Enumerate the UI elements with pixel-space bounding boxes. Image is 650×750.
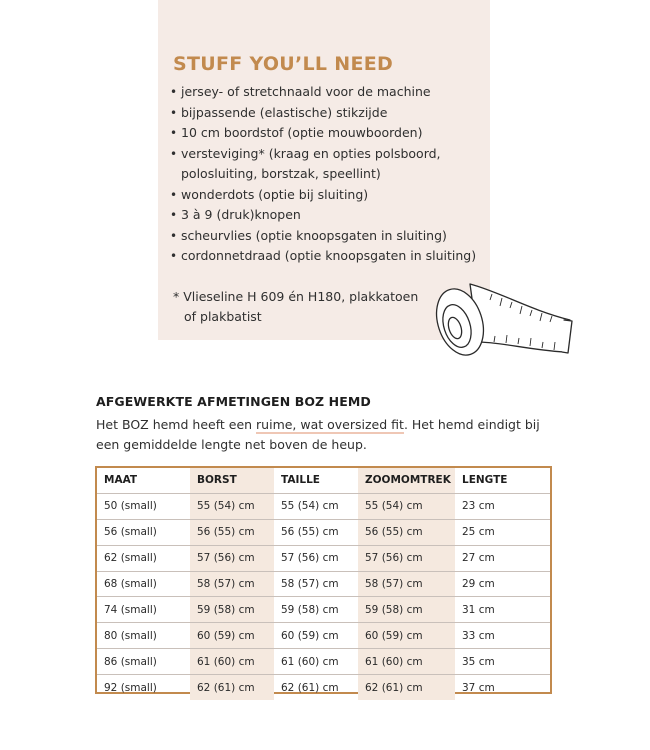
table-cell: 92 (small) bbox=[104, 681, 157, 694]
needs-list bbox=[170, 82, 486, 267]
intro-text: Het BOZ hemd heeft een ruime, wat oversized fit. Het hemd eindigt bij een gemiddelde lengte net boven de heup. bbox=[96, 417, 540, 452]
needs-item: • jersey- of stretchnaald voor de machine bbox=[170, 84, 431, 99]
table-cell: 61 (60) cm bbox=[274, 649, 358, 675]
table-row bbox=[97, 597, 550, 623]
table-cell: 58 (57) cm bbox=[358, 571, 455, 597]
column-header-borst: BORST bbox=[190, 468, 274, 493]
table-cell: 68 (small) bbox=[97, 571, 190, 597]
table-cell: 62 (61) cm bbox=[358, 675, 455, 700]
column-header-taille: TAILLE bbox=[274, 468, 358, 493]
needs-item: • wonderdots (optie bij sluiting) bbox=[170, 186, 369, 202]
highlighted-phrase: ruime, wat oversized fit bbox=[256, 417, 404, 432]
needs-title: STUFF YOU’LL NEED bbox=[173, 53, 394, 75]
table-cell: 58 (57) cm bbox=[190, 571, 274, 597]
table-row bbox=[97, 675, 550, 700]
table-cell: 62 (61) cm bbox=[190, 675, 274, 700]
footnote-line: * Vlieseline H 609 én H180, plakkatoen bbox=[173, 289, 419, 304]
table-cell: 60 (59) cm bbox=[358, 623, 455, 649]
table-row bbox=[97, 493, 550, 519]
table-cell: 57 (56) cm bbox=[358, 545, 455, 571]
table-cell: 55 (54) cm bbox=[274, 493, 358, 519]
footnote bbox=[173, 287, 433, 327]
table-cell: 80 (small) bbox=[97, 623, 190, 649]
column-header-lengte: LENGTE bbox=[455, 468, 550, 493]
table-cell: 59 (58) cm bbox=[358, 597, 455, 623]
table-cell: 74 (small) bbox=[97, 597, 190, 623]
table-cell: 61 (60) cm bbox=[358, 649, 455, 675]
table-cell: 58 (57) cm bbox=[274, 571, 358, 597]
table-row bbox=[97, 623, 550, 649]
table-cell: 55 (54) cm bbox=[358, 493, 455, 519]
table-cell: 55 (54) cm bbox=[190, 493, 274, 519]
table-cell: 29 cm bbox=[455, 571, 550, 597]
table-cell: 60 (59) cm bbox=[190, 623, 274, 649]
table-row bbox=[97, 649, 550, 675]
table-cell: 50 (small) bbox=[97, 493, 190, 519]
table-cell: 56 (55) cm bbox=[190, 519, 274, 545]
size-table bbox=[97, 468, 550, 700]
table-cell: 56 (55) cm bbox=[274, 519, 358, 545]
needs-item: • scheurvlies (optie knoopsgaten in sluiting) bbox=[170, 227, 447, 243]
footnote-line: of plakbatist bbox=[184, 309, 262, 324]
column-header-maat: MAAT bbox=[97, 468, 190, 493]
column-header-zoomomtrek: ZOOMOMTREK bbox=[358, 468, 455, 493]
table-cell: 56 (55) cm bbox=[358, 519, 455, 545]
needs-item: • 10 cm boordstof (optie mouwboorden) bbox=[170, 125, 423, 140]
table-cell: 60 (59) cm bbox=[274, 623, 358, 649]
table-cell: 27 cm bbox=[455, 545, 550, 571]
table-cell: 59 (58) cm bbox=[190, 597, 274, 623]
measuring-tape-icon bbox=[430, 270, 580, 370]
table-cell: 37 cm bbox=[462, 681, 495, 694]
table-cell: 57 (56) cm bbox=[190, 545, 274, 571]
table-cell: 86 (small) bbox=[97, 649, 190, 675]
needs-item: • versteviging* (kraag en opties polsboord, polosluiting, borstzak, speellint) bbox=[170, 145, 441, 181]
section-title: AFGEWERKTE AFMETINGEN BOZ HEMD bbox=[96, 394, 371, 409]
size-table-frame bbox=[95, 466, 552, 694]
table-cell: 56 (small) bbox=[97, 519, 190, 545]
table-cell: 33 cm bbox=[455, 623, 550, 649]
needs-item: • cordonnetdraad (optie knoopsgaten in sluiting) bbox=[170, 248, 477, 263]
table-row bbox=[97, 571, 550, 597]
table-row bbox=[97, 545, 550, 571]
needs-item: • 3 à 9 (druk)knopen bbox=[170, 207, 301, 222]
table-cell: 23 cm bbox=[455, 493, 550, 519]
needs-item: • bijpassende (elastische) stikzijde bbox=[170, 104, 388, 120]
table-cell: 59 (58) cm bbox=[274, 597, 358, 623]
table-cell: 62 (61) cm bbox=[281, 681, 339, 694]
table-cell: 61 (60) cm bbox=[190, 649, 274, 675]
table-header-row bbox=[97, 468, 550, 493]
table-row bbox=[97, 519, 550, 545]
table-cell: 31 cm bbox=[455, 597, 550, 623]
table-cell: 35 cm bbox=[455, 649, 550, 675]
table-cell: 25 cm bbox=[455, 519, 550, 545]
table-cell: 62 (small) bbox=[97, 545, 190, 571]
table-cell: 57 (56) cm bbox=[274, 545, 358, 571]
